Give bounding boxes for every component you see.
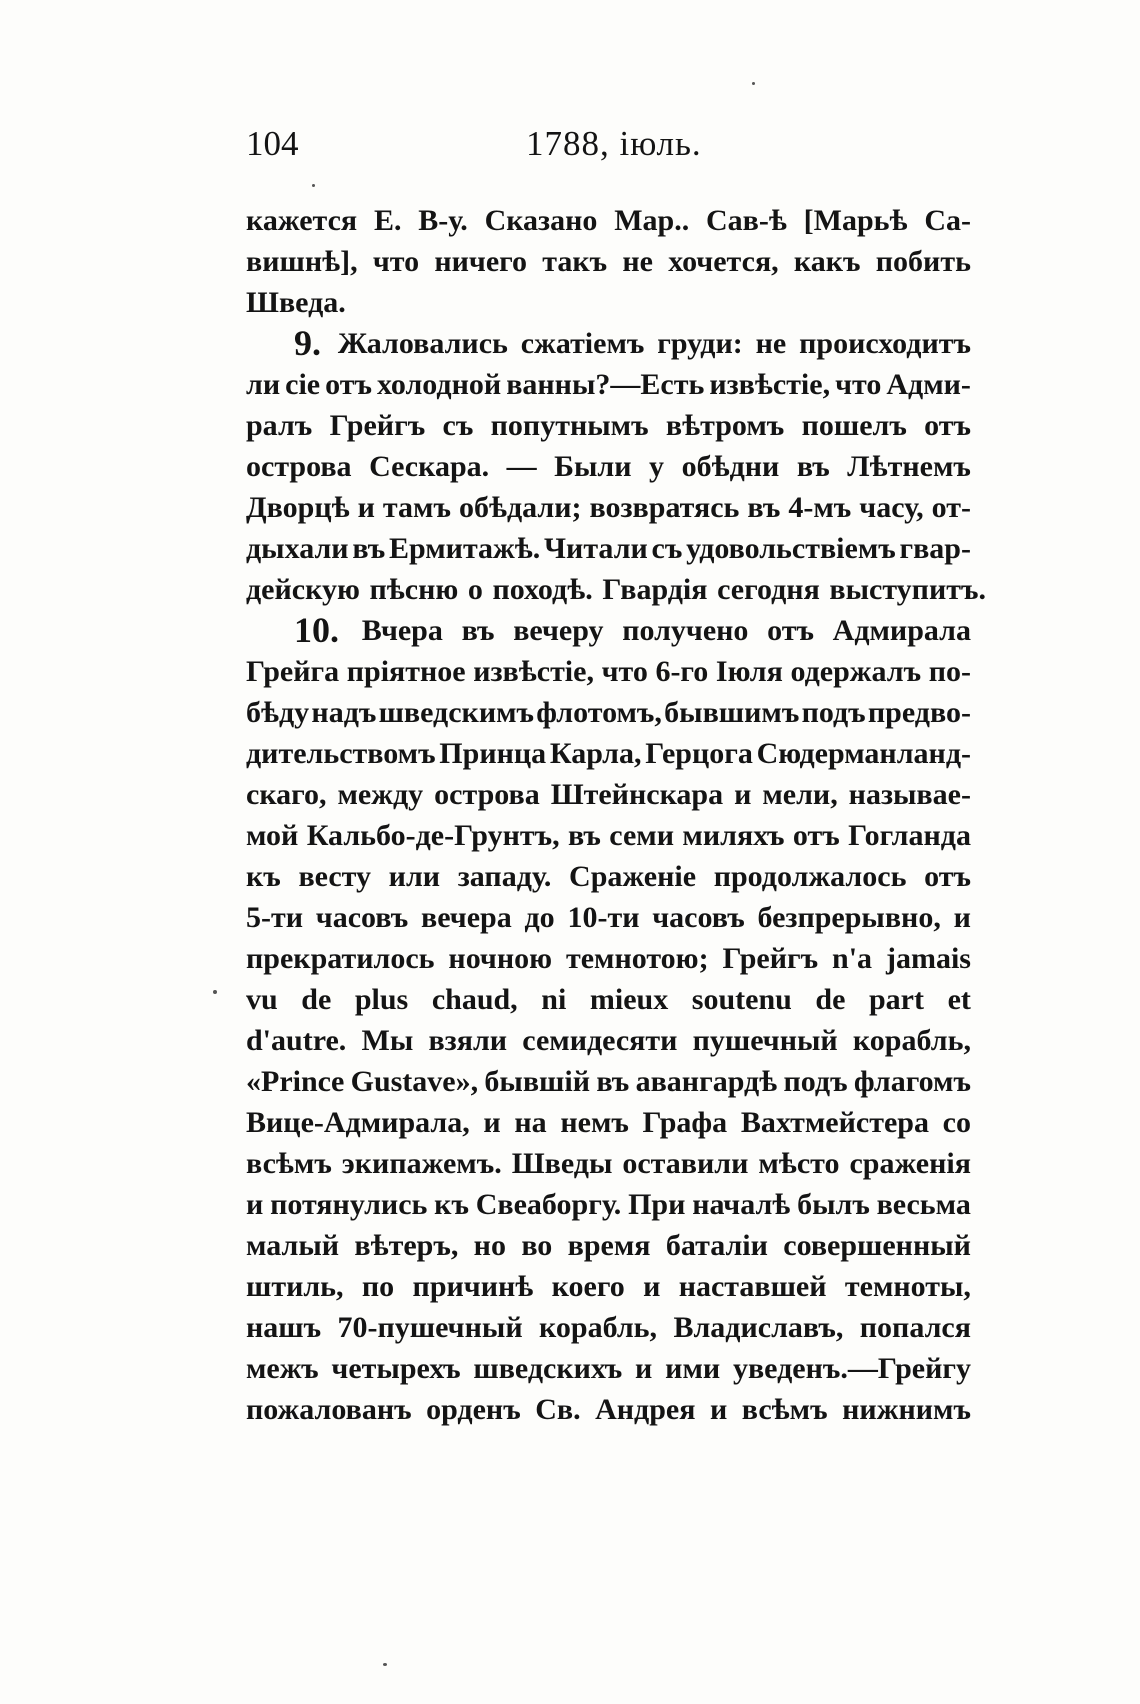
word: во	[521, 1229, 553, 1262]
word: флагомъ	[853, 1065, 971, 1098]
word: отъ	[767, 614, 814, 647]
word: уведенъ.—Грейгу	[732, 1352, 971, 1385]
word: пѣсню	[369, 573, 459, 606]
word: побить	[875, 245, 971, 278]
word: мой	[246, 819, 299, 852]
text-line	[246, 1143, 971, 1184]
word: о	[467, 573, 483, 606]
word: и	[734, 778, 752, 811]
word: въ	[596, 1065, 630, 1098]
word: происходитъ	[799, 327, 971, 360]
word: и	[635, 1352, 653, 1385]
word: попутнымъ	[490, 409, 649, 442]
word: Принца	[439, 737, 547, 770]
word: подъ	[783, 1065, 848, 1098]
word: немъ	[560, 1106, 629, 1139]
text-line	[246, 692, 971, 733]
word: къ	[246, 860, 281, 893]
word: Адмирала	[832, 614, 971, 647]
word: вѣтеръ,	[354, 1229, 459, 1262]
word: семидесяти	[522, 1024, 678, 1057]
text-line	[246, 1020, 971, 1061]
word: хочется,	[668, 245, 779, 278]
text-line	[246, 1266, 971, 1307]
text-line	[246, 282, 971, 323]
word: нижнимъ	[842, 1393, 971, 1426]
word: 5-ти	[246, 901, 304, 934]
word: Лѣтнемъ	[847, 450, 971, 483]
word: всѣмъ	[246, 1147, 332, 1180]
word: оставили	[622, 1147, 749, 1180]
word: part	[868, 983, 924, 1016]
word: до	[524, 901, 555, 934]
word: 10-ти	[567, 901, 640, 934]
word: выступитъ.	[829, 573, 986, 606]
word: ли	[246, 368, 281, 401]
text-line	[246, 405, 971, 446]
word: къ	[434, 1188, 469, 1221]
running-title: 1788, іюль.	[526, 124, 702, 163]
word: plus	[354, 983, 409, 1016]
word: темнотою;	[565, 942, 709, 975]
word: груди:	[657, 327, 743, 360]
word: наставшей	[678, 1270, 827, 1303]
text-line	[246, 938, 971, 979]
word: штиль,	[246, 1270, 344, 1303]
text-line	[246, 1102, 971, 1143]
word: межъ	[246, 1352, 319, 1385]
word: бѣду	[246, 696, 310, 729]
word: Свеаборгу.	[475, 1188, 622, 1221]
word: Владиславъ,	[673, 1311, 844, 1344]
word: экипажемъ.	[341, 1147, 502, 1180]
word: вечера	[421, 901, 512, 934]
word: причинѣ	[412, 1270, 534, 1303]
word: chaud,	[431, 983, 518, 1016]
word: между	[337, 778, 424, 811]
word: обѣдни	[681, 450, 780, 483]
word: отъ	[792, 819, 840, 852]
word: корабль,	[852, 1024, 971, 1057]
word: Шведа.	[246, 286, 346, 319]
text-line	[246, 241, 971, 282]
page-header	[246, 120, 971, 170]
word: дейскую	[246, 573, 360, 606]
text-line	[246, 528, 971, 569]
word: Гвардія	[602, 573, 708, 606]
text-line	[246, 487, 971, 528]
word: извѣстіе,	[473, 655, 594, 688]
word: n'a	[832, 942, 873, 975]
word: 70-пушечный	[337, 1311, 523, 1344]
word: совершенный	[783, 1229, 971, 1262]
word: пріятное	[346, 655, 466, 688]
text-line	[246, 1307, 971, 1348]
word: нашъ	[246, 1311, 322, 1344]
word: 4-мъ	[788, 491, 852, 524]
word: въ	[461, 614, 495, 647]
word: со	[942, 1106, 971, 1139]
word: jamais	[885, 942, 971, 975]
word: de	[815, 983, 846, 1016]
word: и	[953, 901, 971, 934]
word: Жаловались	[337, 327, 508, 360]
scan-speck	[752, 82, 755, 85]
word: от-	[931, 491, 971, 524]
word: миляхъ	[682, 819, 785, 852]
word: началѣ	[692, 1188, 791, 1221]
word: въ	[352, 532, 386, 565]
word: четырехъ	[331, 1352, 461, 1385]
entry-date-number: 9.	[294, 323, 321, 363]
word: не	[755, 327, 787, 360]
word: Карла,	[549, 737, 642, 770]
word: что	[372, 245, 420, 278]
word: Были	[554, 450, 632, 483]
text-line	[246, 1184, 971, 1225]
word: темноты,	[844, 1270, 971, 1303]
word: и	[643, 1270, 661, 1303]
word: Са-	[924, 204, 971, 237]
word: вишнѣ],	[246, 245, 358, 278]
word: отъ	[924, 860, 971, 893]
text-line	[246, 815, 971, 856]
word: не	[622, 245, 653, 278]
word: и	[483, 1106, 501, 1139]
page-number: 104	[246, 124, 299, 163]
word: называе-	[848, 778, 971, 811]
word: бывшимъ	[664, 696, 800, 729]
word: западу.	[457, 860, 552, 893]
word: Сюдерманланд-	[756, 737, 971, 770]
word: обѣдали;	[458, 491, 582, 524]
word: потянулись	[270, 1188, 428, 1221]
word: ni	[541, 983, 567, 1016]
word: d'autre.	[246, 1024, 347, 1057]
text-line	[246, 979, 971, 1020]
word: Мы	[361, 1024, 414, 1057]
word: удовольствіемъ	[686, 532, 896, 565]
word: Мар..	[614, 204, 690, 237]
word: въ	[747, 491, 781, 524]
word: весту	[298, 860, 371, 893]
scan-speck	[312, 184, 315, 187]
word: и	[246, 1188, 264, 1221]
word: прекратилось	[246, 942, 435, 975]
word: Ермитажѣ.	[388, 532, 541, 565]
text-line	[246, 856, 971, 897]
word: Сав-ѣ	[706, 204, 787, 237]
word: всѣмъ	[741, 1393, 828, 1426]
word: съ	[442, 409, 474, 442]
word: Шведы	[511, 1147, 613, 1180]
word: пошелъ	[801, 409, 907, 442]
word: шведскихъ	[473, 1352, 623, 1385]
word: мели,	[762, 778, 838, 811]
text-line	[246, 651, 971, 692]
text-line	[246, 364, 971, 405]
word: въ	[567, 819, 601, 852]
word: ралъ	[246, 409, 313, 442]
word: надъ	[311, 696, 377, 729]
word: и	[357, 491, 375, 524]
word: Е.	[373, 204, 402, 237]
word: извѣстіе,	[709, 368, 831, 401]
entry-date-number: 10.	[294, 610, 339, 650]
scan-speck	[213, 990, 217, 994]
word: Адми-	[886, 368, 971, 401]
word: Читали	[544, 532, 648, 565]
word: ванны?—Есть	[506, 368, 705, 401]
word: тамъ	[382, 491, 451, 524]
word: сжатіемъ	[520, 327, 645, 360]
word: Іюля	[715, 655, 783, 688]
word: на	[514, 1106, 547, 1139]
word: Грейга	[246, 655, 340, 688]
word: кажется	[246, 204, 358, 237]
word: сегодня	[717, 573, 820, 606]
word: mieux	[589, 983, 669, 1016]
word: Андрея	[595, 1393, 696, 1426]
word: Св.	[535, 1393, 581, 1426]
word: корабль,	[539, 1311, 658, 1344]
word: вечеру	[513, 614, 604, 647]
word: авангардѣ	[635, 1065, 778, 1098]
text-line	[246, 1225, 971, 1266]
word: Сескара.	[369, 450, 490, 483]
text-line	[246, 569, 986, 610]
word: Вахтмейстера	[740, 1106, 929, 1139]
word: или	[388, 860, 441, 893]
word: какъ	[793, 245, 861, 278]
word: попался	[859, 1311, 971, 1344]
word: гвар-	[899, 532, 971, 565]
word: получено	[622, 614, 749, 647]
word: мѣсто	[758, 1147, 840, 1180]
word: семи	[609, 819, 675, 852]
text-line	[246, 1061, 971, 1102]
word: орденъ	[426, 1393, 521, 1426]
text-line	[246, 733, 971, 774]
word: такъ	[542, 245, 608, 278]
word: часу,	[859, 491, 924, 524]
word: soutenu	[691, 983, 792, 1016]
word: Сказано	[484, 204, 598, 237]
word: взяли	[428, 1024, 508, 1057]
word: коего	[551, 1270, 625, 1303]
word: 6-го	[655, 655, 709, 688]
word: отъ	[325, 368, 372, 401]
text-line	[246, 323, 971, 364]
word: часовъ	[652, 901, 745, 934]
word: Вице-Адмирала,	[246, 1106, 470, 1139]
scan-speck	[383, 1663, 387, 1666]
word: въ	[796, 450, 830, 483]
word: малый	[246, 1229, 340, 1262]
word: vu	[246, 983, 278, 1016]
word: пожалованъ	[246, 1393, 412, 1426]
word: сіе	[285, 368, 321, 401]
word: по	[361, 1270, 395, 1303]
word: шведскимъ	[378, 696, 535, 729]
word: et	[947, 983, 971, 1016]
word: предво-	[867, 696, 971, 729]
word: вѣтромъ	[665, 409, 785, 442]
word: сраженія	[849, 1147, 971, 1180]
word: дыхали	[246, 532, 349, 565]
word: При	[628, 1188, 686, 1221]
word: Графа	[642, 1106, 728, 1139]
word: ничего	[434, 245, 528, 278]
text-line	[246, 897, 971, 938]
word: возвратясь	[589, 491, 740, 524]
word: скаго,	[246, 778, 327, 811]
word: ими	[665, 1352, 721, 1385]
word: острова	[434, 778, 540, 811]
text-line	[246, 1348, 971, 1389]
word: и	[709, 1393, 728, 1426]
word: продолжалось	[713, 860, 907, 893]
word: отъ	[924, 409, 971, 442]
word: подъ	[801, 696, 866, 729]
word: острова	[246, 450, 352, 483]
word: Дворцѣ	[246, 491, 350, 524]
text-line	[246, 1389, 971, 1430]
word: что	[835, 368, 882, 401]
word: былъ	[797, 1188, 870, 1221]
word: дительствомъ	[246, 737, 436, 770]
word: В-у.	[418, 204, 468, 237]
word: Сраженіе	[569, 860, 697, 893]
word: флотомъ,	[536, 696, 662, 729]
word: одержалъ	[790, 655, 922, 688]
word: [Марьѣ	[803, 204, 908, 237]
word: безпрерывно,	[757, 901, 941, 934]
word: «Prince	[246, 1065, 345, 1098]
word: съ	[651, 532, 683, 565]
word: пушечный	[692, 1024, 838, 1057]
word: холодной	[376, 368, 502, 401]
word: —	[506, 450, 537, 483]
word: Герцога	[645, 737, 753, 770]
word: ночною	[448, 942, 553, 975]
body-text	[246, 200, 986, 1430]
word: по-	[928, 655, 971, 688]
word: Gustave»,	[350, 1065, 479, 1098]
word: что	[601, 655, 648, 688]
word: бывшій	[484, 1065, 590, 1098]
word: походѣ.	[492, 573, 593, 606]
text-line	[246, 774, 971, 815]
word: Кальбо-де-Грунтъ,	[306, 819, 560, 852]
word: Штейнскара	[550, 778, 724, 811]
word: Гогланда	[848, 819, 971, 852]
word: de	[301, 983, 332, 1016]
word: часовъ	[315, 901, 409, 934]
word: Вчера	[361, 614, 443, 647]
word: Грейгъ	[329, 409, 426, 442]
text-line	[246, 610, 971, 651]
word: у	[649, 450, 665, 483]
word: Грейгъ	[722, 942, 819, 975]
word: но	[473, 1229, 506, 1262]
text-line	[246, 446, 971, 487]
word: весьма	[876, 1188, 971, 1221]
word: баталіи	[665, 1229, 768, 1262]
word: время	[567, 1229, 651, 1262]
text-line	[246, 200, 971, 241]
